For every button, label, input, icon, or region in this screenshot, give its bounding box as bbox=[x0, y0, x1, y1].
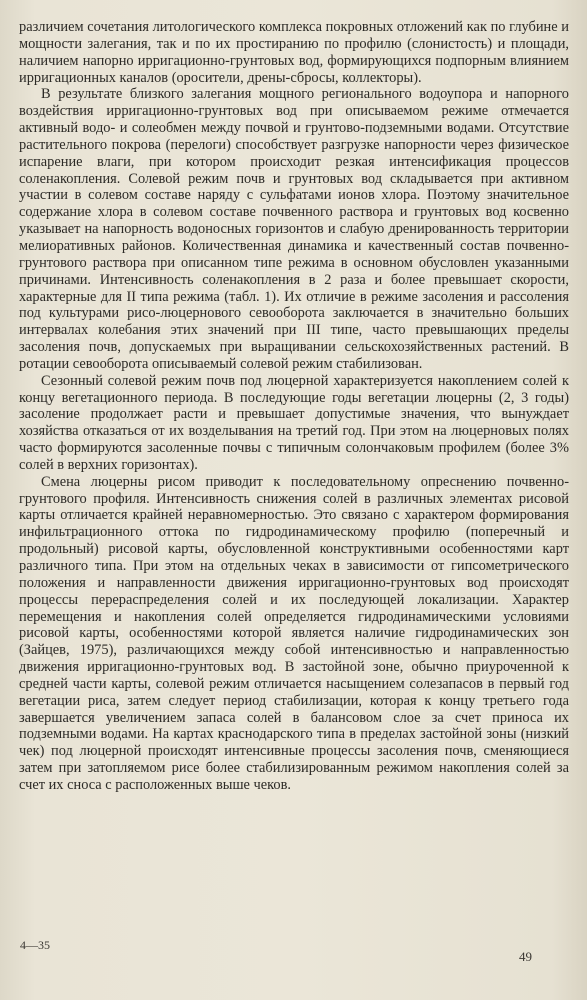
paragraph-1: различием сочетания литологического комплекса покровных отложений как по глубине и мощности залегания, так и по их простиранию по профилю (слонистость) и площади, наличием напорно ирригационно-грунтовых вод, формирующихся подпорным влиянием ирригационных каналов (оросители, дрены-сбросы, коллекторы). bbox=[19, 19, 569, 86]
page-number: 49 bbox=[519, 949, 532, 964]
body-text bbox=[19, 19, 569, 794]
signature-mark: 4—35 bbox=[20, 938, 50, 952]
paragraph-3: Сезонный солевой режим почв под люцерной характеризуется накоплением солей к концу вегетационного периода. В последующие годы вегетации люцерны (2, 3 годы) засоление продолжает расти и превышает допустимые значения, что вынуждает хозяйства отказаться от их возделывания на третий год. При этом на люцерновых полях часто формируются засоленные почвы с типичным солончаковым профилем (более 3% солей в верхних горизонтах). bbox=[19, 372, 569, 473]
paragraph-2: В результате близкого залегания мощного регионального водоупора и напорного воздействия ирригационно-грунтовых вод при описываемом режиме отмечается активный водо- и солеобмен между почвой и грунтово-подземными водами. Отсутствие растительного покрова (перелоги) способствует разгрузке напорности через физическое испарение влаги, при котором происходит резкая интенсификация процессов соленакопления. Солевой режим почв и грунтовых вод складывается при активном участии в солевом составе наряду с сульфатами ионов хлора. Поэтому значительное содержание хлора в солевом составе почвенного раствора и грунтовых вод косвенно указывает на напорность водоносных горизонтов и слабую дренированность территории мелиоративных районов. Количественная динамика и качественный состав почвенно-грунтового раствора при описанном типе режима в основном обусловлен указанными причинами. Интенсивность соленакопления в 2 раза и более превышает скорости, характерные для II типа режима (табл. 1). Их отличие в режиме засоления и рассоления под культурами рисо-люцернового севооборота заключается в значительно больших интервалах колебания этих значений при III типе, часто превышающих пределы засоления почв, допускаемых при выращивании сельскохозяйственных растений. В ротации севооборота описываемый солевой режим стабилизован. bbox=[19, 86, 569, 372]
paragraph-4: Смена люцерны рисом приводит к последовательному опреснению почвенно-грунтового профиля. Интенсивность снижения солей в различных элементах рисовой карты отличается крайней неравномерностью. Это связано с характером формирования инфильтрационного оттока по гидродинамическому профилю (поперечный и продольный) рисовой карты, обусловленной конструктивными особенностями карт различного типа. При этом на отдельных чеках в зависимости от гипсометрического положения и направленности движения ирригационно-грунтовых вод происходят процессы перераспределения солей и их последующей локализации. Характер перемещения и накопления солей определяется гидродинамическими условиями рисовой карты, особенностями которой является наличие гидродинамических зон (Зайцев, 1975), различающихся между собой интенсивностью и направленностью движения ирригационно-грунтовых вод. В застойной зоне, обычно приуроченной к средней части карты, солевой режим отличается насыщением солезапасов в первый год вегетации риса, затем следует период стабилизации, которая к концу третьего года завершается увеличением запаса солей в балансовом слое за счет приноса их подземными водами. На картах краснодарского типа в пределах застойной зоны (низкий чек) под люцерной происходят интенсивные процессы засоления почв, сменяющиеся затем при затопляемом рисе более стабилизированным режимом накопления солей за счет их сноса с расположенных выше чеков. bbox=[19, 473, 569, 793]
